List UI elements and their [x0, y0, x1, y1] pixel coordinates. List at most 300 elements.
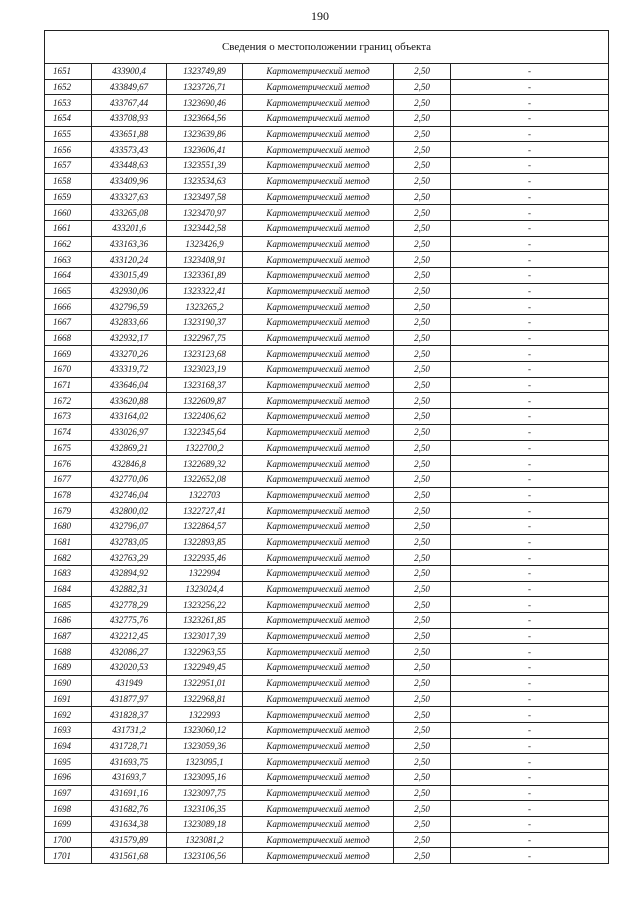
y-coordinate-cell: 1322652,08 [167, 471, 243, 487]
description-cell: - [451, 79, 609, 95]
accuracy-cell: 2,50 [394, 518, 451, 534]
accuracy-cell: 2,50 [394, 236, 451, 252]
x-coordinate-cell: 433120,24 [92, 252, 167, 268]
description-cell: - [451, 393, 609, 409]
x-coordinate-cell: 432778,29 [92, 597, 167, 613]
point-number-cell: 1670 [45, 362, 92, 378]
point-number-cell: 1677 [45, 471, 92, 487]
y-coordinate-cell: 1323426,9 [167, 236, 243, 252]
y-coordinate-cell: 1322963,55 [167, 644, 243, 660]
method-cell: Картометрический метод [243, 801, 394, 817]
point-number-cell: 1666 [45, 299, 92, 315]
description-cell: - [451, 801, 609, 817]
table-row [45, 158, 609, 174]
point-number-cell: 1691 [45, 691, 92, 707]
accuracy-cell: 2,50 [394, 95, 451, 111]
description-cell: - [451, 785, 609, 801]
point-number-cell: 1662 [45, 236, 92, 252]
method-cell: Картометрический метод [243, 754, 394, 770]
accuracy-cell: 2,50 [394, 393, 451, 409]
description-cell: - [451, 377, 609, 393]
point-number-cell: 1663 [45, 252, 92, 268]
y-coordinate-cell: 1323690,46 [167, 95, 243, 111]
accuracy-cell: 2,50 [394, 330, 451, 346]
point-number-cell: 1685 [45, 597, 92, 613]
y-coordinate-cell: 1322967,75 [167, 330, 243, 346]
accuracy-cell: 2,50 [394, 832, 451, 848]
x-coordinate-cell: 431877,97 [92, 691, 167, 707]
table-row [45, 440, 609, 456]
accuracy-cell: 2,50 [394, 848, 451, 864]
point-number-cell: 1672 [45, 393, 92, 409]
x-coordinate-cell: 433026,97 [92, 424, 167, 440]
x-coordinate-cell: 433319,72 [92, 362, 167, 378]
table-row [45, 660, 609, 676]
y-coordinate-cell: 1322949,45 [167, 660, 243, 676]
method-cell: Картометрический метод [243, 518, 394, 534]
method-cell: Картометрический метод [243, 424, 394, 440]
table-row [45, 267, 609, 283]
y-coordinate-cell: 1323106,35 [167, 801, 243, 817]
y-coordinate-cell: 1323106,56 [167, 848, 243, 864]
point-number-cell: 1660 [45, 205, 92, 221]
method-cell: Картометрический метод [243, 111, 394, 127]
method-cell: Картометрический метод [243, 205, 394, 221]
point-number-cell: 1664 [45, 267, 92, 283]
y-coordinate-cell: 1323497,58 [167, 189, 243, 205]
table-row [45, 817, 609, 833]
description-cell: - [451, 111, 609, 127]
description-cell: - [451, 848, 609, 864]
accuracy-cell: 2,50 [394, 299, 451, 315]
description-cell: - [451, 644, 609, 660]
table-row [45, 550, 609, 566]
y-coordinate-cell: 1322968,81 [167, 691, 243, 707]
y-coordinate-cell: 1322609,87 [167, 393, 243, 409]
x-coordinate-cell: 432796,59 [92, 299, 167, 315]
accuracy-cell: 2,50 [394, 503, 451, 519]
accuracy-cell: 2,50 [394, 456, 451, 472]
method-cell: Картометрический метод [243, 330, 394, 346]
x-coordinate-cell: 431731,2 [92, 722, 167, 738]
table-row [45, 566, 609, 582]
y-coordinate-cell: 1323089,18 [167, 817, 243, 833]
table-row [45, 722, 609, 738]
table-row [45, 848, 609, 864]
table-row [45, 675, 609, 691]
point-number-cell: 1669 [45, 346, 92, 362]
method-cell: Картометрический метод [243, 769, 394, 785]
accuracy-cell: 2,50 [394, 581, 451, 597]
x-coordinate-cell: 432894,92 [92, 566, 167, 582]
description-cell: - [451, 832, 609, 848]
point-number-cell: 1655 [45, 126, 92, 142]
x-coordinate-cell: 433900,4 [92, 64, 167, 80]
point-number-cell: 1658 [45, 173, 92, 189]
point-number-cell: 1700 [45, 832, 92, 848]
table-row [45, 644, 609, 660]
table-row [45, 597, 609, 613]
table-row [45, 424, 609, 440]
method-cell: Картометрический метод [243, 440, 394, 456]
description-cell: - [451, 613, 609, 629]
point-number-cell: 1688 [45, 644, 92, 660]
description-cell: - [451, 236, 609, 252]
x-coordinate-cell: 432775,76 [92, 613, 167, 629]
method-cell: Картометрический метод [243, 267, 394, 283]
method-cell: Картометрический метод [243, 722, 394, 738]
point-number-cell: 1694 [45, 738, 92, 754]
accuracy-cell: 2,50 [394, 220, 451, 236]
y-coordinate-cell: 1323060,12 [167, 722, 243, 738]
description-cell: - [451, 769, 609, 785]
table-row [45, 205, 609, 221]
x-coordinate-cell: 432212,45 [92, 628, 167, 644]
page-number: 190 [311, 9, 329, 23]
table-row [45, 471, 609, 487]
method-cell: Картометрический метод [243, 79, 394, 95]
table-row [45, 769, 609, 785]
point-number-cell: 1698 [45, 801, 92, 817]
point-number-cell: 1686 [45, 613, 92, 629]
table-row [45, 330, 609, 346]
accuracy-cell: 2,50 [394, 691, 451, 707]
accuracy-cell: 2,50 [394, 79, 451, 95]
table-row [45, 456, 609, 472]
accuracy-cell: 2,50 [394, 189, 451, 205]
method-cell: Картометрический метод [243, 362, 394, 378]
y-coordinate-cell: 1323606,41 [167, 142, 243, 158]
x-coordinate-cell: 432930,06 [92, 283, 167, 299]
point-number-cell: 1651 [45, 64, 92, 80]
point-number-cell: 1683 [45, 566, 92, 582]
description-cell: - [451, 597, 609, 613]
x-coordinate-cell: 432086,27 [92, 644, 167, 660]
description-cell: - [451, 660, 609, 676]
description-cell: - [451, 518, 609, 534]
y-coordinate-cell: 1323095,16 [167, 769, 243, 785]
method-cell: Картометрический метод [243, 393, 394, 409]
method-cell: Картометрический метод [243, 785, 394, 801]
y-coordinate-cell: 1323023,19 [167, 362, 243, 378]
table-row [45, 315, 609, 331]
table-row [45, 346, 609, 362]
description-cell: - [451, 487, 609, 503]
y-coordinate-cell: 1323726,71 [167, 79, 243, 95]
accuracy-cell: 2,50 [394, 315, 451, 331]
description-cell: - [451, 252, 609, 268]
y-coordinate-cell: 1322864,57 [167, 518, 243, 534]
point-number-cell: 1659 [45, 189, 92, 205]
x-coordinate-cell: 433573,43 [92, 142, 167, 158]
description-cell: - [451, 283, 609, 299]
point-number-cell: 1689 [45, 660, 92, 676]
description-cell: - [451, 550, 609, 566]
description-cell: - [451, 628, 609, 644]
description-cell: - [451, 566, 609, 582]
accuracy-cell: 2,50 [394, 64, 451, 80]
table-row [45, 785, 609, 801]
description-cell: - [451, 299, 609, 315]
accuracy-cell: 2,50 [394, 707, 451, 723]
description-cell: - [451, 738, 609, 754]
method-cell: Картометрический метод [243, 346, 394, 362]
accuracy-cell: 2,50 [394, 377, 451, 393]
table-row [45, 832, 609, 848]
description-cell: - [451, 158, 609, 174]
y-coordinate-cell: 1322345,64 [167, 424, 243, 440]
y-coordinate-cell: 1322993 [167, 707, 243, 723]
y-coordinate-cell: 1323059,36 [167, 738, 243, 754]
description-cell: - [451, 503, 609, 519]
method-cell: Картометрический метод [243, 456, 394, 472]
table-row [45, 142, 609, 158]
y-coordinate-cell: 1323322,41 [167, 283, 243, 299]
description-cell: - [451, 691, 609, 707]
accuracy-cell: 2,50 [394, 205, 451, 221]
point-number-cell: 1675 [45, 440, 92, 456]
x-coordinate-cell: 431828,37 [92, 707, 167, 723]
table-row [45, 518, 609, 534]
x-coordinate-cell: 433651,88 [92, 126, 167, 142]
x-coordinate-cell: 433409,96 [92, 173, 167, 189]
x-coordinate-cell: 432763,29 [92, 550, 167, 566]
table-row [45, 409, 609, 425]
y-coordinate-cell: 1323261,85 [167, 613, 243, 629]
description-cell: - [451, 707, 609, 723]
x-coordinate-cell: 431561,68 [92, 848, 167, 864]
accuracy-cell: 2,50 [394, 409, 451, 425]
y-coordinate-cell: 1322727,41 [167, 503, 243, 519]
x-coordinate-cell: 432746,04 [92, 487, 167, 503]
description-cell: - [451, 189, 609, 205]
method-cell: Картометрический метод [243, 126, 394, 142]
accuracy-cell: 2,50 [394, 111, 451, 127]
accuracy-cell: 2,50 [394, 566, 451, 582]
method-cell: Картометрический метод [243, 173, 394, 189]
accuracy-cell: 2,50 [394, 644, 451, 660]
x-coordinate-cell: 432869,21 [92, 440, 167, 456]
table-row [45, 377, 609, 393]
point-number-cell: 1693 [45, 722, 92, 738]
table-row [45, 801, 609, 817]
table-row [45, 503, 609, 519]
accuracy-cell: 2,50 [394, 675, 451, 691]
method-cell: Картометрический метод [243, 299, 394, 315]
method-cell: Картометрический метод [243, 95, 394, 111]
method-cell: Картометрический метод [243, 236, 394, 252]
description-cell: - [451, 64, 609, 80]
point-number-cell: 1671 [45, 377, 92, 393]
method-cell: Картометрический метод [243, 566, 394, 582]
table-row [45, 487, 609, 503]
x-coordinate-cell: 433620,88 [92, 393, 167, 409]
table-row [45, 189, 609, 205]
method-cell: Картометрический метод [243, 534, 394, 550]
x-coordinate-cell: 432783,05 [92, 534, 167, 550]
y-coordinate-cell: 1323664,56 [167, 111, 243, 127]
point-number-cell: 1682 [45, 550, 92, 566]
method-cell: Картометрический метод [243, 315, 394, 331]
accuracy-cell: 2,50 [394, 362, 451, 378]
method-cell: Картометрический метод [243, 644, 394, 660]
table-row [45, 111, 609, 127]
table-row [45, 79, 609, 95]
description-cell: - [451, 817, 609, 833]
x-coordinate-cell: 433201,6 [92, 220, 167, 236]
accuracy-cell: 2,50 [394, 346, 451, 362]
description-cell: - [451, 126, 609, 142]
x-coordinate-cell: 432796,07 [92, 518, 167, 534]
method-cell: Картометрический метод [243, 613, 394, 629]
point-number-cell: 1654 [45, 111, 92, 127]
table-row [45, 707, 609, 723]
accuracy-cell: 2,50 [394, 440, 451, 456]
y-coordinate-cell: 1322951,01 [167, 675, 243, 691]
accuracy-cell: 2,50 [394, 754, 451, 770]
x-coordinate-cell: 431691,16 [92, 785, 167, 801]
x-coordinate-cell: 433015,49 [92, 267, 167, 283]
y-coordinate-cell: 1323190,37 [167, 315, 243, 331]
point-number-cell: 1665 [45, 283, 92, 299]
accuracy-cell: 2,50 [394, 158, 451, 174]
method-cell: Картометрический метод [243, 283, 394, 299]
table-body [45, 31, 609, 864]
accuracy-cell: 2,50 [394, 722, 451, 738]
point-number-cell: 1701 [45, 848, 92, 864]
method-cell: Картометрический метод [243, 817, 394, 833]
y-coordinate-cell: 1322406,62 [167, 409, 243, 425]
description-cell: - [451, 424, 609, 440]
description-cell: - [451, 315, 609, 331]
y-coordinate-cell: 1323168,37 [167, 377, 243, 393]
table-row [45, 393, 609, 409]
y-coordinate-cell: 1322935,46 [167, 550, 243, 566]
point-number-cell: 1656 [45, 142, 92, 158]
description-cell: - [451, 440, 609, 456]
table-row [45, 754, 609, 770]
point-number-cell: 1673 [45, 409, 92, 425]
accuracy-cell: 2,50 [394, 785, 451, 801]
x-coordinate-cell: 431682,76 [92, 801, 167, 817]
y-coordinate-cell: 1322689,32 [167, 456, 243, 472]
table-row [45, 534, 609, 550]
description-cell: - [451, 346, 609, 362]
table-row [45, 126, 609, 142]
description-cell: - [451, 330, 609, 346]
accuracy-cell: 2,50 [394, 142, 451, 158]
y-coordinate-cell: 1323123,68 [167, 346, 243, 362]
x-coordinate-cell: 432020,53 [92, 660, 167, 676]
accuracy-cell: 2,50 [394, 283, 451, 299]
table-row [45, 691, 609, 707]
table-row [45, 738, 609, 754]
x-coordinate-cell: 431579,89 [92, 832, 167, 848]
table-row [45, 299, 609, 315]
accuracy-cell: 2,50 [394, 550, 451, 566]
description-cell: - [451, 362, 609, 378]
y-coordinate-cell: 1323639,86 [167, 126, 243, 142]
y-coordinate-cell: 1323470,97 [167, 205, 243, 221]
method-cell: Картометрический метод [243, 628, 394, 644]
description-cell: - [451, 267, 609, 283]
table-title-row [45, 31, 609, 64]
point-number-cell: 1661 [45, 220, 92, 236]
accuracy-cell: 2,50 [394, 597, 451, 613]
method-cell: Картометрический метод [243, 675, 394, 691]
point-number-cell: 1699 [45, 817, 92, 833]
table-row [45, 173, 609, 189]
accuracy-cell: 2,50 [394, 738, 451, 754]
method-cell: Картометрический метод [243, 471, 394, 487]
x-coordinate-cell: 433849,67 [92, 79, 167, 95]
accuracy-cell: 2,50 [394, 769, 451, 785]
accuracy-cell: 2,50 [394, 613, 451, 629]
point-number-cell: 1697 [45, 785, 92, 801]
method-cell: Картометрический метод [243, 409, 394, 425]
x-coordinate-cell: 433767,44 [92, 95, 167, 111]
description-cell: - [451, 173, 609, 189]
x-coordinate-cell: 433163,36 [92, 236, 167, 252]
x-coordinate-cell: 433164,02 [92, 409, 167, 425]
table-row [45, 628, 609, 644]
x-coordinate-cell: 431949 [92, 675, 167, 691]
description-cell: - [451, 471, 609, 487]
method-cell: Картометрический метод [243, 189, 394, 205]
accuracy-cell: 2,50 [394, 252, 451, 268]
method-cell: Картометрический метод [243, 64, 394, 80]
accuracy-cell: 2,50 [394, 534, 451, 550]
point-number-cell: 1653 [45, 95, 92, 111]
table-row [45, 95, 609, 111]
x-coordinate-cell: 433708,93 [92, 111, 167, 127]
x-coordinate-cell: 432882,31 [92, 581, 167, 597]
method-cell: Картометрический метод [243, 660, 394, 676]
x-coordinate-cell: 432800,02 [92, 503, 167, 519]
table-row [45, 236, 609, 252]
y-coordinate-cell: 1323265,2 [167, 299, 243, 315]
point-number-cell: 1678 [45, 487, 92, 503]
description-cell: - [451, 205, 609, 221]
method-cell: Картометрический метод [243, 707, 394, 723]
y-coordinate-cell: 1323017,39 [167, 628, 243, 644]
point-number-cell: 1668 [45, 330, 92, 346]
method-cell: Картометрический метод [243, 738, 394, 754]
table-row [45, 220, 609, 236]
method-cell: Картометрический метод [243, 597, 394, 613]
x-coordinate-cell: 433327,63 [92, 189, 167, 205]
accuracy-cell: 2,50 [394, 267, 451, 283]
point-number-cell: 1667 [45, 315, 92, 331]
x-coordinate-cell: 433265,08 [92, 205, 167, 221]
point-number-cell: 1679 [45, 503, 92, 519]
point-number-cell: 1696 [45, 769, 92, 785]
method-cell: Картометрический метод [243, 691, 394, 707]
table-row [45, 252, 609, 268]
method-cell: Картометрический метод [243, 158, 394, 174]
method-cell: Картометрический метод [243, 142, 394, 158]
table-title: Сведения о местоположении границ объекта [45, 31, 609, 64]
y-coordinate-cell: 1323256,22 [167, 597, 243, 613]
point-number-cell: 1695 [45, 754, 92, 770]
y-coordinate-cell: 1323081,2 [167, 832, 243, 848]
point-number-cell: 1681 [45, 534, 92, 550]
description-cell: - [451, 534, 609, 550]
x-coordinate-cell: 432770,06 [92, 471, 167, 487]
description-cell: - [451, 220, 609, 236]
x-coordinate-cell: 433646,04 [92, 377, 167, 393]
y-coordinate-cell: 1323408,91 [167, 252, 243, 268]
